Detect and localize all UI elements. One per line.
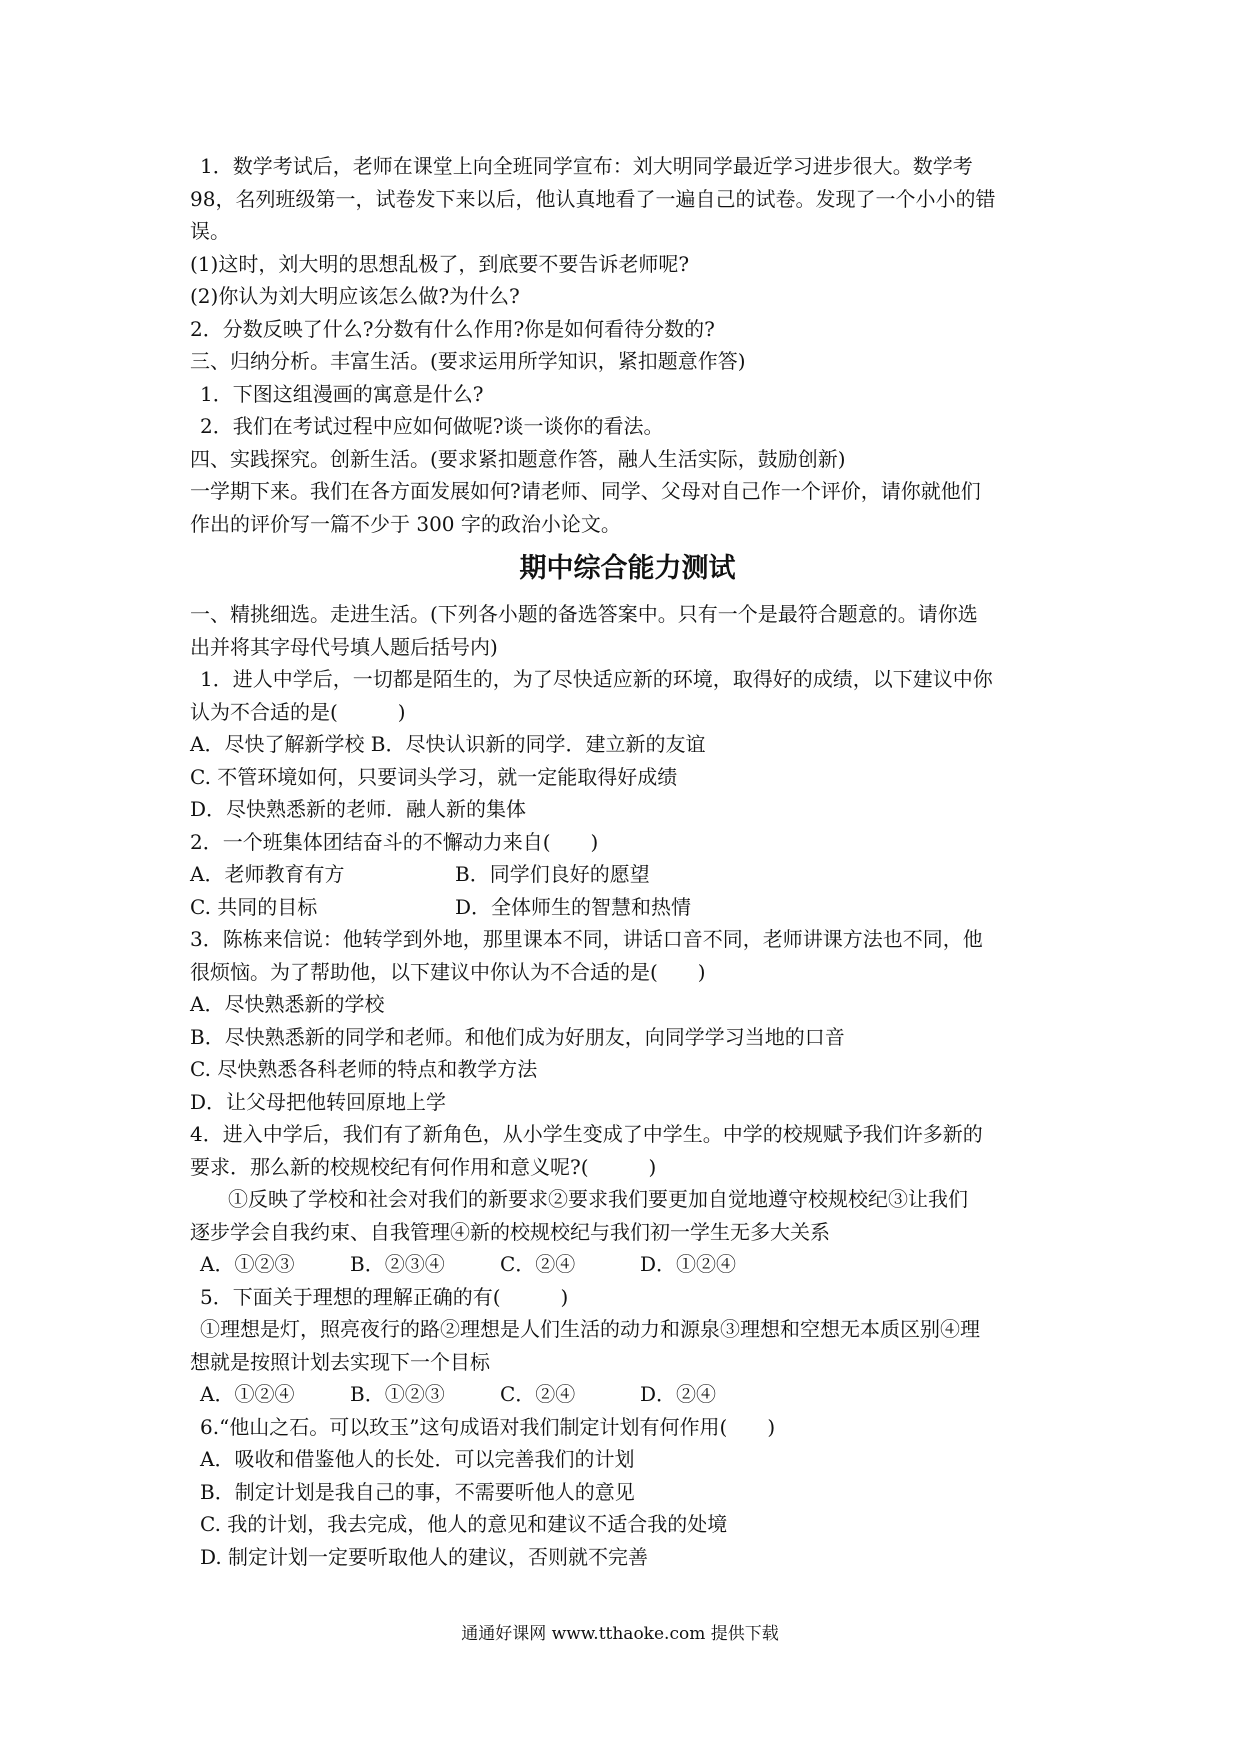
part1-heading-line1: 一、精挑细选。走进生活。(下列各小题的备选答案中。只有一个是最符合题意的。请你选	[190, 602, 978, 626]
q5-option-c: C．②④	[500, 1382, 576, 1406]
q6-option-d: D. 制定计划一定要听取他人的建议，否则就不完善	[200, 1544, 649, 1569]
prev-q1-line1: 1．数学考试后，老师在课堂上向全班同学宣布：刘大明同学最近学习进步很大。数学考	[200, 154, 973, 178]
q3-line1: 3．陈栋来信说：他转学到外地，那里课本不同，讲话口音不同，老师讲课方法也不同，他	[190, 927, 983, 951]
q2-option-a: A．老师教育有方	[190, 862, 345, 886]
q2-option-c: C. 共同的目标	[190, 894, 318, 919]
q3-option-c: C. 尽快熟悉各科老师的特点和教学方法	[190, 1057, 538, 1081]
q6-option-b: B．制定计划是我自己的事，不需要听他人的意见	[200, 1479, 635, 1504]
q4-statements-line2: 逐步学会自我约束、自我管理④新的校规校纪与我们初一学生无多大关系	[190, 1219, 830, 1244]
q1-option-d: D．尽快熟悉新的老师．融人新的集体	[190, 797, 527, 821]
q1-options-ab: A．尽快了解新学校 B．尽快认识新的同学．建立新的友谊	[190, 732, 706, 756]
prev-q2: 2．分数反映了什么?分数有什么作用?你是如何看待分数的?	[190, 316, 715, 341]
q2-option-b: B．同学们良好的愿望	[455, 862, 650, 886]
q4-option-a: A．①②③	[200, 1252, 295, 1276]
q2-options-cd	[190, 891, 1065, 924]
prev-q1-line2: 98，名列班级第一，试卷发下来以后，他认真地看了一遍自己的试卷。发现了一个小小的错	[190, 186, 996, 211]
part3-q2: 2．我们在考试过程中应如何做呢?谈一谈你的看法。	[200, 414, 664, 438]
part3-q1: 1．下图这组漫画的寓意是什么?	[200, 381, 484, 406]
q4-options	[190, 1248, 1065, 1281]
part4-line1: 一学期下来。我们在各方面发展如何?请老师、同学、父母对自己作一个评价，请你就他们	[190, 479, 981, 503]
q1-option-c: C. 不管环境如何，只要词头学习，就一定能取得好成绩	[190, 764, 678, 789]
q6-option-c: C. 我的计划，我去完成，他人的意见和建议不适合我的处境	[200, 1512, 728, 1536]
q5-statements-line1: ①理想是灯，照亮夜行的路②理想是人们生活的动力和源泉③理想和空想无本质区别④理	[200, 1317, 980, 1341]
prev-q1-line3: 误。	[190, 219, 230, 243]
prev-q1-sub2: (2)你认为刘大明应该怎么做?为什么?	[190, 284, 520, 308]
q2-options-ab	[190, 858, 1065, 891]
q3-option-b: B．尽快熟悉新的同学和老师。和他们成为好朋友，向同学学习当地的口音	[190, 1024, 845, 1049]
q5-option-d: D．②④	[640, 1382, 717, 1406]
q5-stem: 5．下面关于理想的理解正确的有( )	[200, 1284, 569, 1309]
page-content	[190, 150, 1065, 1573]
q6-option-a: A．吸收和借鉴他人的长处．可以完善我们的计划	[200, 1447, 635, 1471]
q4-option-c: C．②④	[500, 1252, 576, 1276]
part4-heading: 四、实践探究。创新生活。(要求紧扣题意作答，融人生活实际，鼓励创新)	[190, 446, 846, 471]
exam-title: 期中综合能力测试	[519, 553, 736, 584]
q5-option-b: B．①②③	[350, 1382, 445, 1406]
part3-heading: 三、归纳分析。丰富生活。(要求运用所学知识，紧扣题意作答)	[190, 349, 746, 373]
q3-option-a: A．尽快熟悉新的学校	[190, 992, 385, 1016]
q6-stem: 6.“他山之石。可以玫玉”这句成语对我们制定计划有何作用( )	[200, 1414, 776, 1439]
part4-line2: 作出的评价写一篇不少于 300 字的政治小论文。	[190, 511, 621, 536]
q3-line2: 很烦恼。为了帮助他，以下建议中你认为不合适的是( )	[190, 959, 706, 984]
q5-options	[190, 1378, 1065, 1411]
q3-option-d: D．让父母把他转回原地上学	[190, 1089, 447, 1114]
part1-heading-line2: 出并将其字母代号填人题后括号内)	[190, 634, 498, 659]
q4-option-d: D．①②④	[640, 1252, 737, 1276]
q2-option-d: D．全体师生的智慧和热情	[455, 894, 692, 919]
q2-stem: 2．一个班集体团结奋斗的不懈动力来自( )	[190, 829, 599, 854]
q5-statements-line2: 想就是按照计划去实现下一个目标	[190, 1349, 490, 1374]
q1-line1: 1．进人中学后，一切都是陌生的，为了尽快适应新的环境，取得好的成绩，以下建议中你	[200, 667, 993, 691]
prev-q1-sub1: (1)这时，刘大明的思想乱极了，到底要不要告诉老师呢?	[190, 251, 690, 276]
q1-line2: 认为不合适的是( )	[190, 699, 406, 724]
q4-line1: 4．进入中学后，我们有了新角色，从小学生变成了中学生。中学的校规赋予我们许多新的	[190, 1122, 983, 1146]
q4-line2: 要求．那么新的校规校纪有何作用和意义呢?( )	[190, 1154, 657, 1179]
page-footer: 通通好课网 www.tthaoke.com 提供下载	[461, 1624, 779, 1644]
q4-statements-line1: ①反映了学校和社会对我们的新要求②要求我们要更加自觉地遵守校规校纪③让我们	[228, 1187, 968, 1211]
q4-option-b: B．②③④	[350, 1252, 445, 1276]
q5-option-a: A．①②④	[200, 1382, 295, 1406]
